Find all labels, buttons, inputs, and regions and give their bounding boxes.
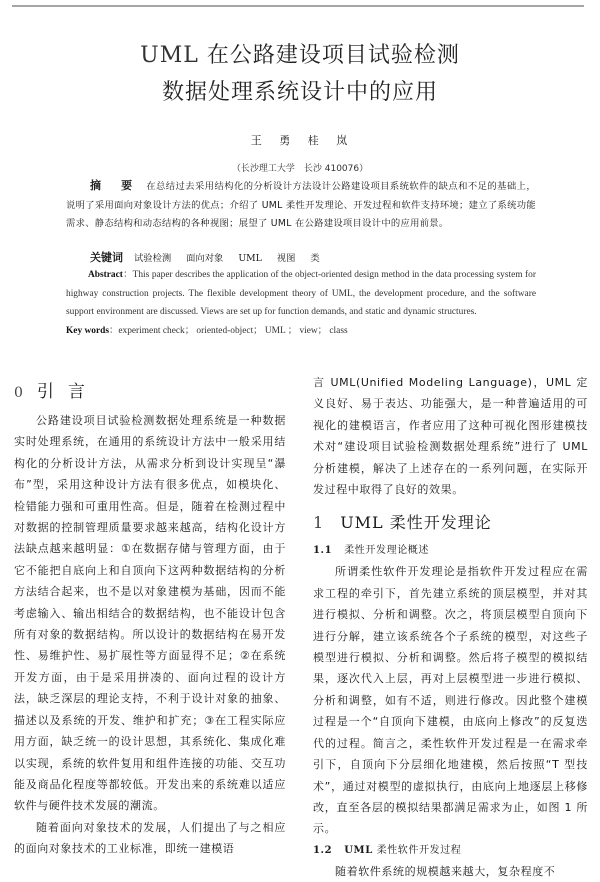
subsection-number: 1.2 — [313, 844, 333, 856]
subsection-number: 1.1 — [313, 545, 333, 557]
abstract-cn-text: 在总结过去采用结构化的分析设计方法设计公路建设项目系统软件的缺点和不足的基础上，说明了采用面向对象设计方法的优点；介绍了 UML 柔性开发理论、开发过程和软件支持环境；建立了系统功能需求、静态结构和动态结构的各种视图；展望了 UML 在公路建设项目设计中的应用前景。 — [66, 181, 536, 229]
abstract-en-label: Abstract — [88, 270, 123, 280]
keywords-cn-label: 关键词 — [90, 251, 123, 264]
keywords-cn — [90, 249, 332, 265]
subsection-1-2-heading — [313, 840, 588, 861]
subsection-title-en: UML — [344, 844, 373, 856]
keyword-item: 试验检测 — [133, 253, 172, 264]
authors: 王 勇 桂 岚 — [250, 134, 350, 147]
paragraph-continued: 言 UML(Unified Modeling Language)，UML 定义良好、易于表达、功能强大，是一种普遍适用的可视化的建模语言，作者应用了这种可视化图形建模技术对“建设项目试验检测数据处理系统”进行了 UML 分析建模，解决了上述存在的一系列问题，在实际开发过程中取得了良好的效果。 — [313, 376, 588, 497]
abstract-en-text: ：This paper describes the application of the object-oriented design method in the data processing system for highway construction projects. The flexible development theory of UML, the development procedure, and the software support environment are discussed. Views are set up for function demands, and static and dynamic structures. — [66, 270, 536, 317]
title-cn: 在公路建设项目试验检测 — [198, 43, 460, 68]
section-number: 1 — [313, 513, 325, 533]
paragraph: 随着面向对象技术的发展，人们提出了与之相应的面向对象技术的工业标准，即统一建模语 — [14, 820, 286, 856]
abstract-en — [66, 266, 536, 340]
section-title: 引言 — [36, 382, 99, 402]
keyword-item: 面向对象 — [186, 253, 224, 264]
keyword-item: 类 — [310, 253, 320, 264]
section-title-en: UML — [340, 513, 384, 533]
paragraph: 公路建设项目试验检测数据处理系统是一种数据实时处理系统，在通用的系统设计方法中一般采用结构化的分析设计方法，从需求分析到设计实现呈“瀑布”型，采用这种设计方法有很多优点，如模块化、检错能力强和可重用性高。但是，随着在检测过程中对数据的控制管理质量要求越来越高，结构化设计方法缺点越来越明显：①在数据存储与管理方面，由于它不能把自底向上和自顶向下这两种数据结构的分析方法结合起来，也不是以对象建模为基础，因而不能考虑输入、输出相结合的数据结构，也不能设计包含所有对象的数据结构。所以设计的数据结构在易开发性、易维护性、易扩展性等方面显得不足；②在系统开发方面，由于是采用拼凑的、面向过程的设计方法，缺乏深层的理论支持，不利于设计对象的抽象、描述以及系统的开发、维护和扩充；③在工程实际应用方面，缺乏统一的设计思想，其系统化、集成化难以实现，系统的软件复用和组件连接的功能、交互功能及商品化程度等都较低。开发出来的系统难以适应软件与硬件技术发展的潮流。 — [14, 414, 286, 813]
abstract-cn-label: 摘 要 — [90, 179, 141, 192]
title-line-2: 数据处理系统设计中的应用 — [161, 80, 438, 105]
title-line-1 — [0, 38, 600, 69]
keywords-en-label: Key words — [66, 325, 109, 336]
section-1-heading — [313, 510, 588, 536]
top-rule — [12, 5, 584, 7]
paragraph: 所谓柔性软件开发理论是指软件开发过程应在需求工程的牵引下，首先建立系统的顶层模型，并对其进行模拟、分析和调整。次之，将顶层模型自顶向下进行分解，建立该系统各个子系统的模型，对这些子模型进行模拟、分析和调整。然后将子模型的模拟结果，逐次代入上层，再对上层模型进一步进行模拟、分析和调整，如有不适，则进行修改。因此整个建模过程是一个“自顶向下建模，由底向上修改”的反复迭代的过程。简言之，柔性软件开发过程是一在需求牵引下，自顶向下分层细化地建模，然后按照“T 型技术”，通过对模型的虚拟执行，由底向上地逐层上移修改，直至各层的模拟结果都满足需求为止，如图 1 所示。 — [313, 565, 588, 836]
keyword-item: 视图 — [276, 253, 296, 264]
title-en: UML — [140, 43, 199, 68]
subsection-1-1-heading — [313, 540, 588, 561]
section-number: 0 — [14, 385, 23, 401]
left-column — [14, 378, 286, 860]
subsection-title: 柔性开发理论概述 — [344, 545, 430, 557]
right-column — [313, 372, 588, 882]
keyword-item: UML — [238, 253, 262, 264]
affiliation: （长沙理工大学 长沙 410076） — [231, 164, 369, 174]
section-0-heading — [14, 378, 286, 406]
keywords-en-text: ：experiment check； oriented-object； UML ； view； class — [108, 325, 348, 336]
paragraph: 随着软件系统的规模越来越大，复杂程度不 — [335, 864, 556, 878]
section-title-cn: 柔性开发理论 — [383, 513, 492, 533]
abstract-cn — [66, 177, 536, 234]
subsection-title-cn: 柔性软件开发过程 — [372, 844, 462, 856]
